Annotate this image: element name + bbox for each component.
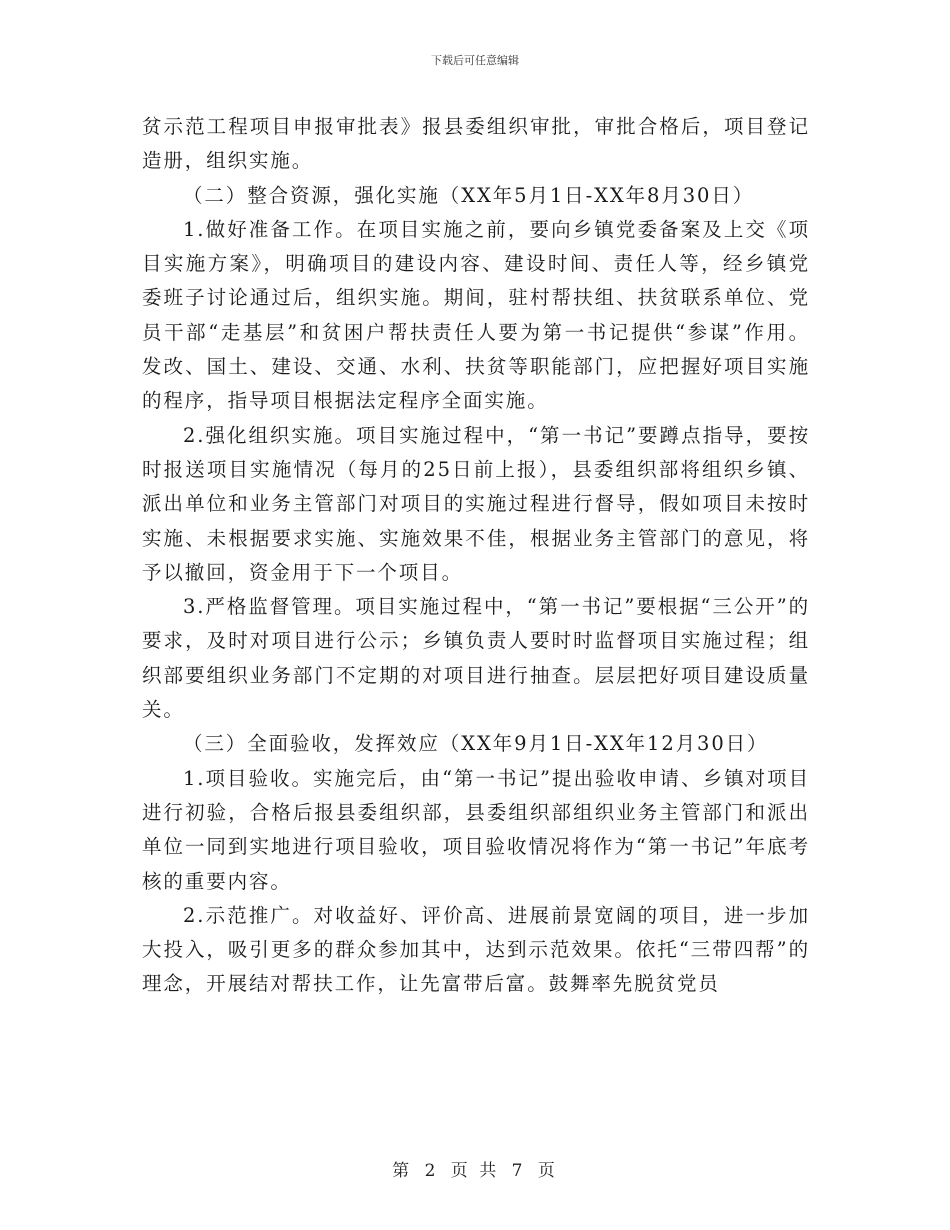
paragraph-item-acceptance: 1.项目验收。实施完后，由“第一书记”提出验收申请、乡镇对项目进行初验，合格后报县委组织部，县委组织部组织业务主管部门和派出单位一同到实地进行项目验收，项目验收情况将作为“第一书记”年底考核的重要内容。	[142, 766, 810, 893]
footer-page-number: 2	[424, 1161, 439, 1181]
footer-suffix: 页	[537, 1161, 558, 1181]
paragraph-item-implement: 2.强化组织实施。项目实施过程中，“第一书记”要蹲点指导，要按时报送项目实施情况（每月的25日前上报），县委组织部将组织乡镇、派出单位和业务主管部门对项目的实施过程进行督导，假如项目未按时实施、未根据要求实施、实施效果不佳，根据业务主管部门的意见，将予以撤回，资金用于下一个项目。	[142, 423, 810, 584]
document-body	[142, 110, 810, 1002]
footer-prefix: 第	[392, 1161, 413, 1181]
section-heading-3: （三）全面验收，发挥效应（XX年9月1日-XX年12月30日）	[183, 732, 769, 756]
page-header-note: 下载后可任意编辑	[431, 54, 519, 67]
paragraph-item-supervise: 3.严格监督管理。项目实施过程中，“第一书记”要根据“三公开”的要求，及时对项目进行公示；乡镇负责人要时时监督项目实施过程；组织部要组织业务部门不定期的对项目进行抽查。层层把好项目建设质量关。	[142, 595, 810, 722]
paragraph-continuation: 贫示范工程项目申报审批表》报县委组织审批，审批合格后，项目登记造册，组织实施。	[142, 115, 810, 173]
footer-middle: 页 共	[450, 1161, 500, 1181]
paragraph-item-prepare: 1.做好准备工作。在项目实施之前，要向乡镇党委备案及上交《项目实施方案》，明确项目的建设内容、建设时间、责任人等，经乡镇党委班子讨论通过后，组织实施。期间，驻村帮扶组、扶贫联系单位、党员干部“走基层”和贫困户帮扶责任人要为第一书记提供“参谋”作用。发改、国土、建设、交通、水利、扶贫等职能部门，应把握好项目实施的程序，指导项目根据法定程序全面实施。	[142, 217, 810, 413]
paragraph-item-promotion: 2.示范推广。对收益好、评价高、进展前景宽阔的项目，进一步加大投入，吸引更多的群众参加其中，达到示范效果。依托“三带四帮”的理念，开展结对帮扶工作，让先富带后富。鼓舞率先脱贫党员	[142, 903, 810, 996]
footer-total-pages: 7	[511, 1161, 526, 1181]
section-heading-2: （二）整合资源，强化实施（XX年5月1日-XX年8月30日）	[183, 183, 755, 207]
page-footer	[0, 1156, 950, 1181]
